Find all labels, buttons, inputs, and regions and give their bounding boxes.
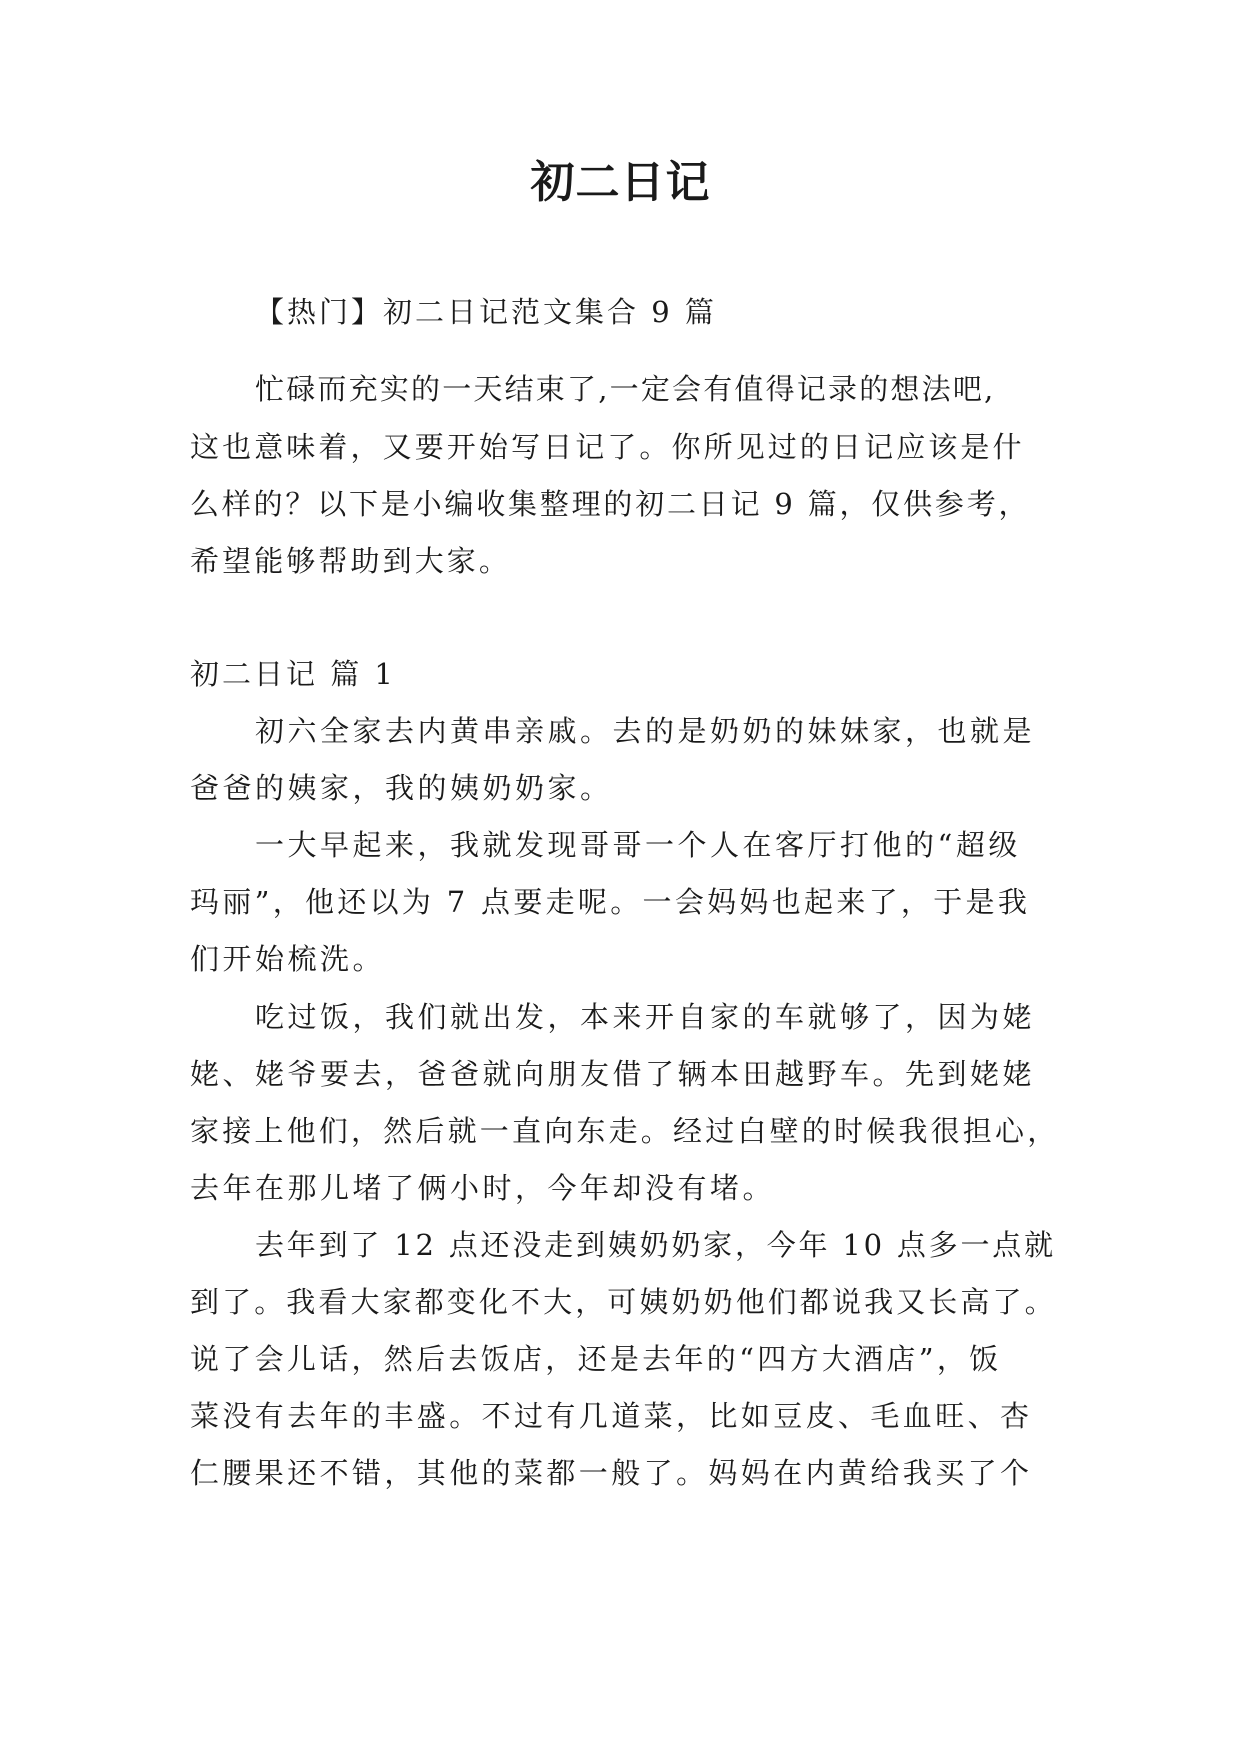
document-subtitle: 【热门】初二日记范文集合 9 篇: [255, 295, 717, 329]
intro-line: 么样的？以下是小编收集整理的初二日记 9 篇，仅供参考，: [190, 487, 1031, 521]
intro-line: 这也意味着，又要开始写日记了。你所见过的日记应该是什: [190, 430, 1025, 464]
body-line: 们开始梳洗。: [190, 942, 386, 976]
body-line: 一大早起来，我就发现哥哥一个人在客厅打他的“超级: [255, 828, 1021, 862]
body-line: 到了。我看大家都变化不大，可姨奶奶他们都说我又长高了。: [190, 1285, 1057, 1319]
body-line: 姥、姥爷要去，爸爸就向朋友借了辆本田越野车。先到姥姥: [190, 1057, 1036, 1091]
body-line: 去年在那儿堵了俩小时，今年却没有堵。: [190, 1171, 776, 1205]
body-line: 去年到了 12 点还没走到姨奶奶家，今年 10 点多一点就: [255, 1228, 1056, 1262]
body-line: 说了会儿话，然后去饭店，还是去年的“四方大酒店”，饭: [190, 1342, 1002, 1376]
intro-line: 希望能够帮助到大家。: [190, 544, 512, 578]
body-line: 菜没有去年的丰盛。不过有几道菜，比如豆皮、毛血旺、杏: [190, 1399, 1033, 1433]
body-line: 玛丽”，他还以为 7 点要走呢。一会妈妈也起来了，于是我: [190, 885, 1031, 919]
body-line: 仁腰果还不错，其他的菜都一般了。妈妈在内黄给我买了个: [190, 1456, 1033, 1490]
page-title: 初二日记: [530, 157, 711, 208]
body-line: 爸爸的姨家，我的姨奶奶家。: [190, 771, 613, 805]
section-heading: 初二日记 篇 1: [190, 657, 396, 691]
intro-line: 忙碌而充实的一天结束了,一定会有值得记录的想法吧,: [255, 372, 996, 406]
body-line: 吃过饭，我们就出发，本来开自家的车就够了，因为姥: [255, 1000, 1036, 1034]
body-line: 初六全家去内黄串亲戚。去的是奶奶的妹妹家，也就是: [255, 714, 1036, 748]
body-line: 家接上他们，然后就一直向东走。经过白壁的时候我很担心，: [190, 1114, 1060, 1148]
